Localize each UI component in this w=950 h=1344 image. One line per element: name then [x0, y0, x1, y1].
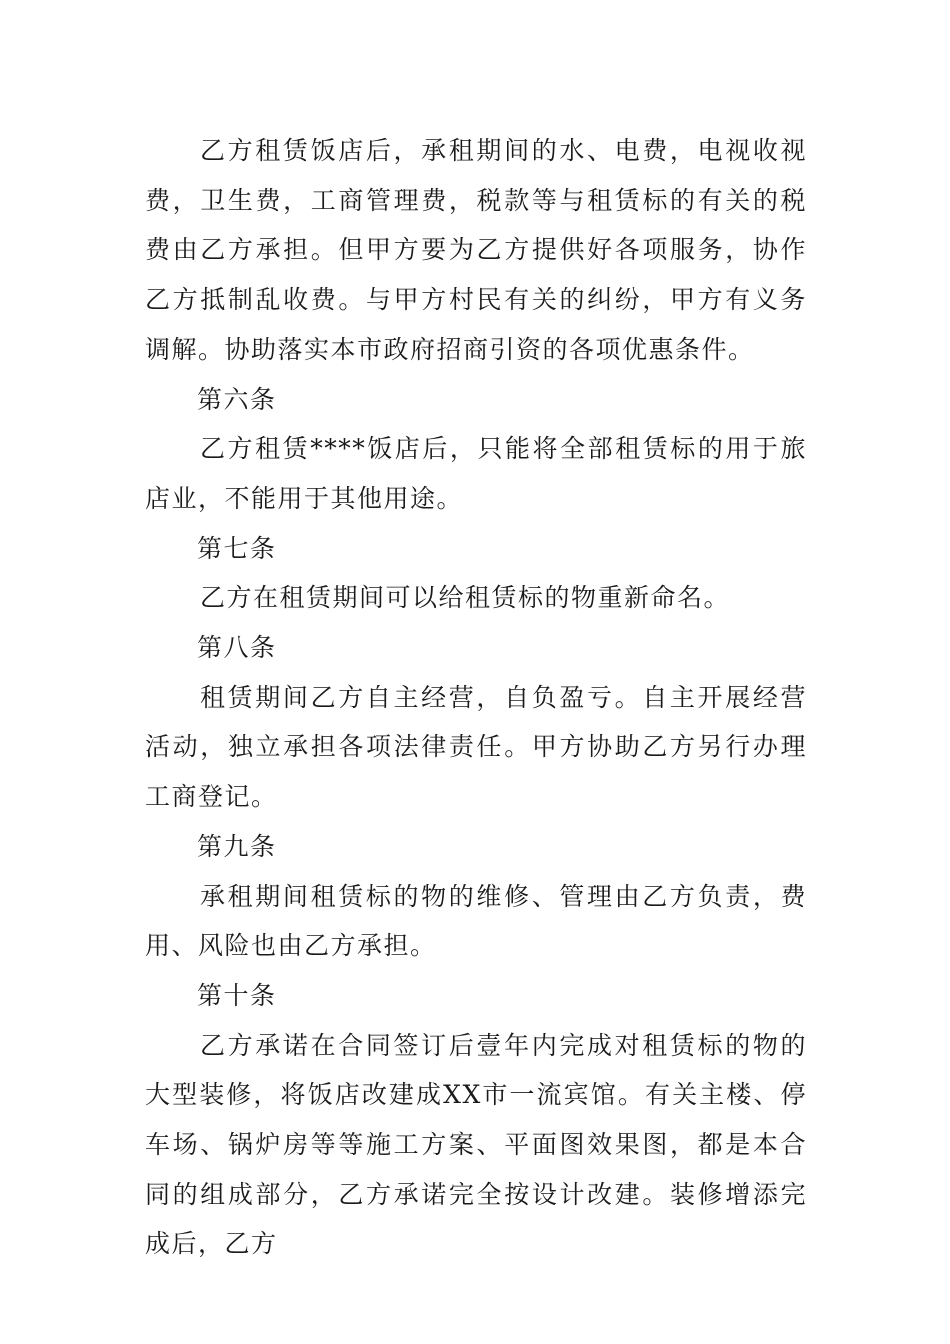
paragraph-article-5-body: 乙方租赁饭店后，承租期间的水、电费，电视收视费，卫生费，工商管理费，税款等与租赁标的有关的税费由乙方承担。但甲方要为乙方提供好各项服务，协作乙方抵制乱收费。与甲方村民有关的纠纷，甲方有义务调解。协助落实本市政府招商引资的各项优惠条件。 — [145, 136, 807, 364]
paragraph-article-10-body: 乙方承诺在合同签订后壹年内完成对租赁标的物的大型装修，将饭店改建成XX市一流宾馆。有关主楼、停车场、锅炉房等等施工方案、平面图效果图，都是本合同的组成部分，乙方承诺完全按设计改建。装修增添完成后，乙方 — [145, 1030, 807, 1259]
paragraph-article-9-body: 承租期间租赁标的物的维修、管理由乙方负责，费用、风险也由乙方承担。 — [145, 881, 807, 961]
paragraph-article-8-body: 租赁期间乙方自主经营，自负盈亏。自主开展经营活动，独立承担各项法律责任。甲方协助乙方另行办理工商登记。 — [145, 682, 807, 812]
article-8-heading: 第八条 — [197, 633, 277, 663]
paragraph-article-6-body: 乙方租赁****饭店后，只能将全部租赁标的用于旅店业，不能用于其他用途。 — [145, 434, 807, 513]
document-body — [145, 126, 807, 1269]
paragraph-article-7-body: 乙方在租赁期间可以给租赁标的物重新命名。 — [200, 583, 731, 613]
article-6-heading: 第六条 — [197, 384, 277, 414]
article-10-heading: 第十条 — [197, 980, 277, 1010]
article-9-heading: 第九条 — [197, 831, 277, 861]
article-7-heading: 第七条 — [197, 533, 277, 563]
